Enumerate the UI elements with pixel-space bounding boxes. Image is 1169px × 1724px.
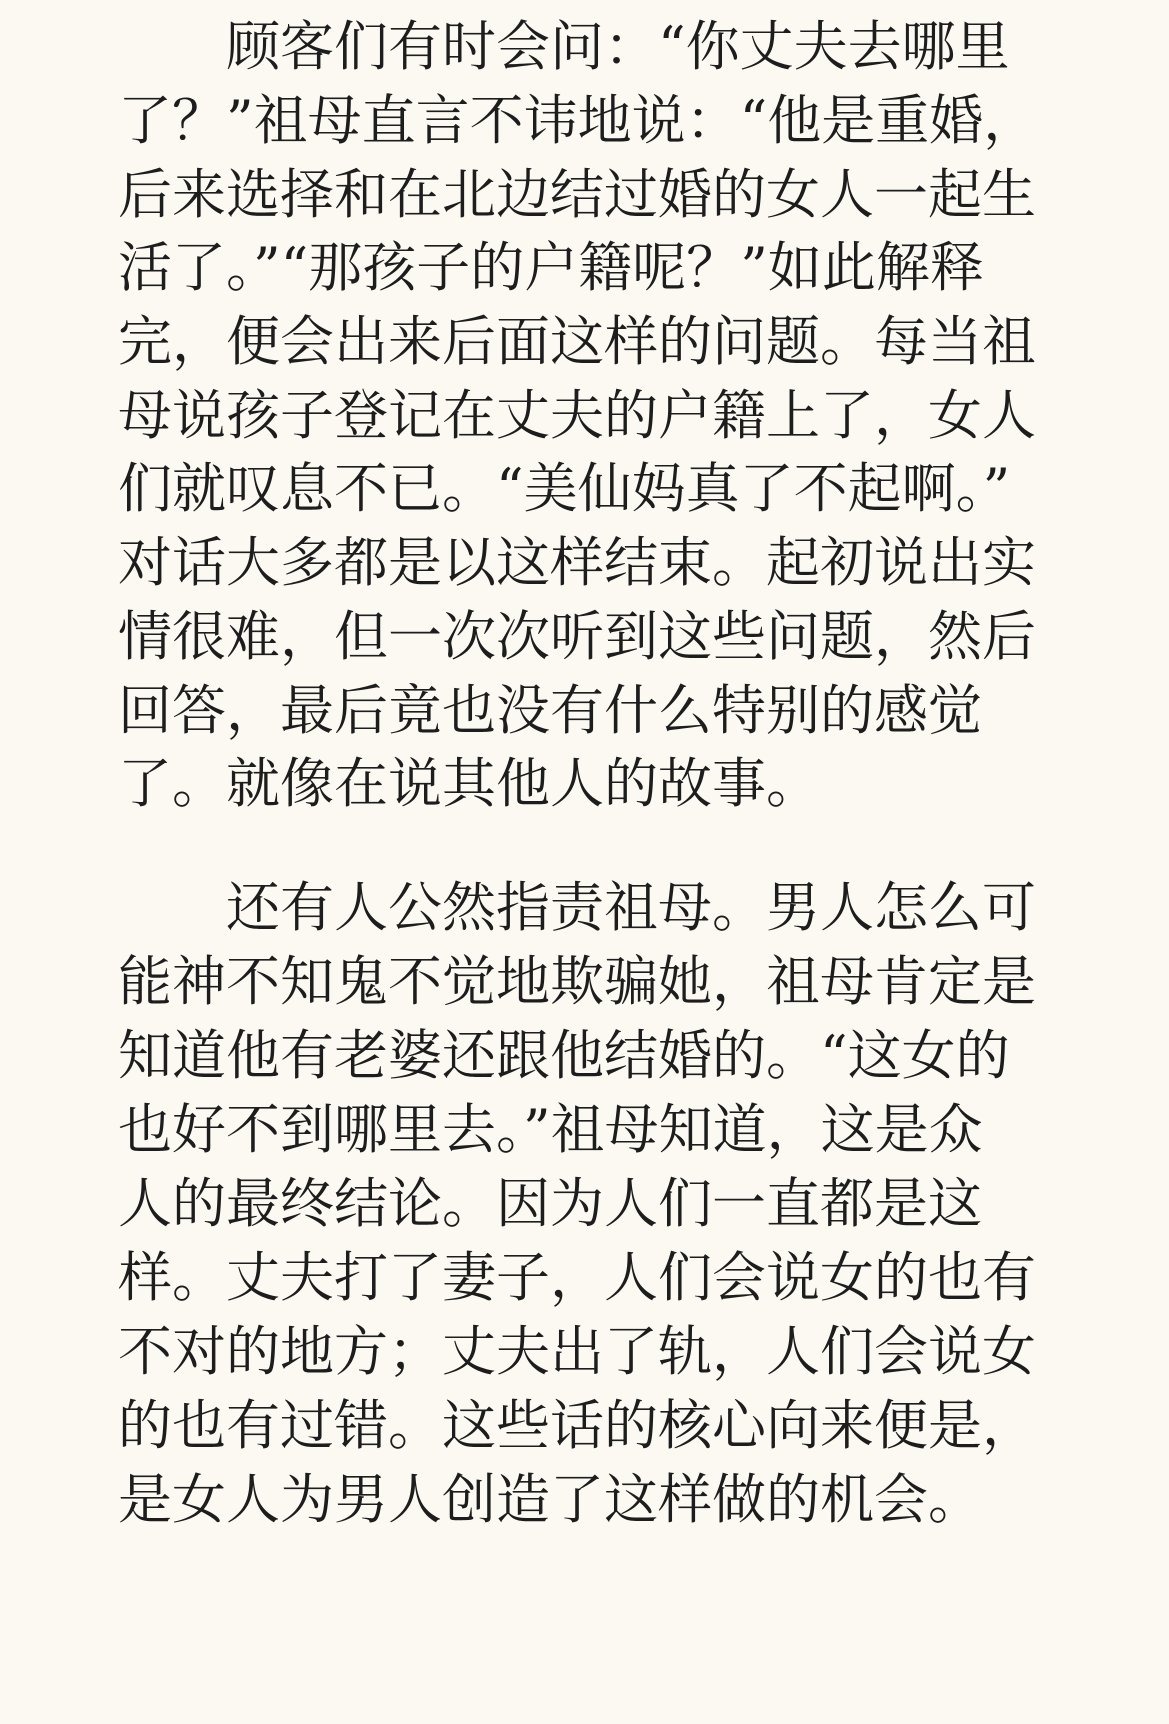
paragraph-1-line-11: 了。就像在说其他人的故事。 <box>118 752 820 815</box>
paragraph-1-line-4: 活了。”“那孩子的户籍呢？”如此解释 <box>118 236 984 299</box>
paragraph-2-line-6: 样。丈夫打了妻子，人们会说女的也有 <box>118 1246 1036 1309</box>
paragraph-1-line-5: 完，便会出来后面这样的问题。每当祖 <box>118 310 1036 373</box>
paragraph-2-line-9: 是女人为男人创造了这样做的机会。 <box>118 1468 982 1531</box>
paragraph-2-line-1: 还有人公然指责祖母。男人怎么可 <box>226 876 1036 939</box>
paragraph-1-line-6: 母说孩子登记在丈夫的户籍上了，女人 <box>118 384 1036 447</box>
paragraph-1-line-9: 情很难，但一次次听到这些问题，然后 <box>118 605 1036 668</box>
paragraph-1-line-7: 们就叹息不已。“美仙妈真了不起啊。” <box>118 457 1011 520</box>
paragraph-2-line-5: 人的最终结论。因为人们一直都是这 <box>118 1172 982 1235</box>
paragraph-1-line-2: 了？”祖母直言不讳地说：“他是重婚， <box>118 89 1038 152</box>
paragraph-2-line-3: 知道他有老婆还跟他结婚的。“这女的 <box>118 1024 1010 1087</box>
paragraph-2-line-2: 能神不知鬼不觉地欺骗她，祖母肯定是 <box>118 950 1036 1013</box>
paragraph-1-line-10: 回答，最后竟也没有什么特别的感觉 <box>118 679 982 742</box>
paragraph-1-line-3: 后来选择和在北边结过婚的女人一起生 <box>118 163 1036 226</box>
paragraph-1-line-1: 顾客们有时会问：“你丈夫去哪里 <box>226 15 1010 78</box>
paragraph-2-line-8: 的也有过错。这些话的核心向来便是， <box>118 1394 1036 1457</box>
book-page <box>118 0 1038 1724</box>
paragraph-2-line-4: 也好不到哪里去。”祖母知道，这是众 <box>118 1098 983 1161</box>
paragraph-2-line-7: 不对的地方；丈夫出了轨，人们会说女 <box>118 1320 1036 1383</box>
paragraph-1-line-8: 对话大多都是以这样结束。起初说出实 <box>118 531 1036 594</box>
